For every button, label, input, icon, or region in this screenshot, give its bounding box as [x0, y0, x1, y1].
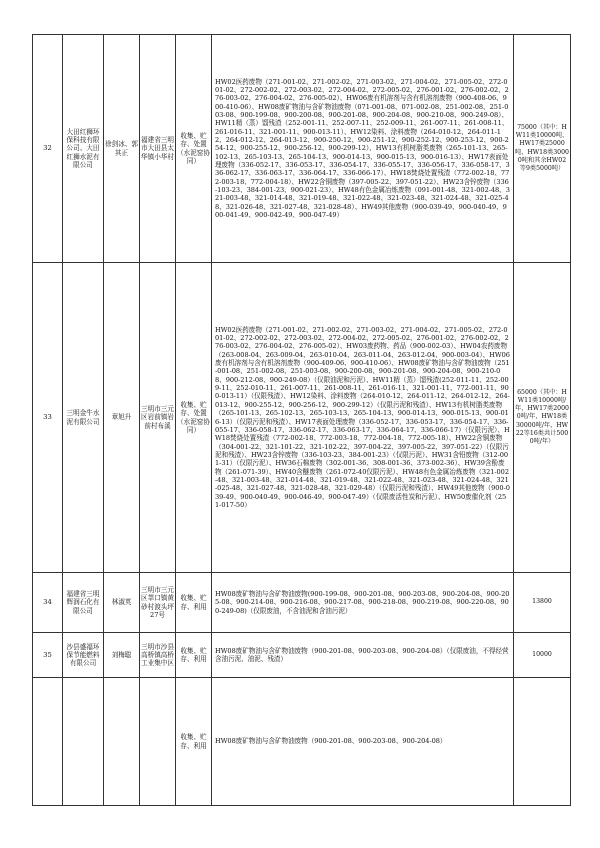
facility-address: 三明市沙县高桥镇高桥工业集中区: [140, 633, 176, 678]
company-name: 三明金牛水泥有限公司: [63, 263, 104, 573]
waste-codes: HW08废矿物油与含矿物油废物(900-199-08、900-201-08、900-203-08、900-204-08、900-205-08、900-214-08、900-216-08、900-217-08、900-218-08、900-219-08、900-220-08、900-249-08)（仅限废油，不含油泥和含油污泥）: [212, 573, 514, 633]
legal-person: 章旭升: [104, 263, 140, 573]
facility-address: [140, 678, 176, 806]
table-row: [33, 573, 571, 633]
waste-codes: HW02医药废物（271-001-02、271-002-02、271-003-02、271-004-02、271-005-02、272-001-02、272-002-02、272-003-02、272-004-02、272-005-02、276-001-02、276-002-02、276-003-02、276-004-02、276-005-02）、HW06废有机溶剂与含有机溶剂废物（900-408-06、900-410-06）、HW08废矿物油与含矿物油废物（071-001-08、071-002-08、251-002-08、251-003-08、900-199-08、900-200-08、900-201-08、900-204-08、900-210-08、900-249-08）、HW11精（蒸）馏残渣（252-001-11、252-007-11、252-009-11、261-007-11、261-008-11、261-016-11、321-001-11、900-013-11）、HW12染料、涂料废物（264-010-12、264-011-12、264-012-12、264-013-12、900-250-12、900-251-12、900-252-12、900-253-12、900-254-12、900-255-12、900-256-12、900-299-12）、HW13有机树脂类废物（265-101-13、265-102-13、265-103-13、265-104-13、900-014-13、900-015-13、900-016-13）、HW17表面处理废物（336-052-17、336-053-17、336-054-17、336-055-17、336-056-17、336-058-17、336-062-17、336-063-17、336-064-17、336-066-17）、HW18焚烧处置残渣（772-002-18、772-003-18、772-004-18）、HW22含铜废物（397-005-22、397-051-22）、HW23含锌废物（336-103-23、384-001-23、900-021-23）、HW48有色金属冶炼废物（091-001-48、321-002-48、321-003-48、321-014-48、321-019-48、321-022-48、321-023-48、321-024-48、321-025-48、321-026-48、321-027-48、321-028-48）、HW49其他废物（900-039-49、900-040-49、900-041-49、900-042-49、900-047-49）: [212, 35, 514, 263]
table-row: [33, 678, 571, 806]
operation-mode: 收集、贮存、利用: [176, 633, 212, 678]
table-row: [33, 633, 571, 678]
row-number: 33: [33, 263, 63, 573]
row-number: 35: [33, 633, 63, 678]
facility-address: 三明市三元区莘口镇黄砂村渡头坪27号: [140, 573, 176, 633]
company-name: 福建省三明辉润石化有限公司: [63, 573, 104, 633]
annual-capacity: 75000（其中：HW11类10000吨、HW17类25000吨、HW18类30000吨和其余HW02等9类5000吨）: [514, 35, 571, 263]
legal-person: 刘梅聪: [104, 633, 140, 678]
waste-codes: HW02医药废物（271-001-02、271-002-02、271-003-02、271-004-02、271-005-02、272-001-02、272-002-02、272-003-02、272-004-02、272-005-02、276-001-02、276-002-02、276-003-02、276-004-02、276-005-02）、HW03废药物、药品（900-002-03）、HW04农药废物（263-008-04、263-009-04、263-010-04、263-011-04、263-012-04、900-003-04）、HW06废有机溶剂与含有机溶剂废物（900-409-06、900-410-06）、HW08废矿物油与含矿物油废物（251-001-08、251-002-08、251-003-08、900-200-08、900-201-08、900-204-08、900-210-08、900-212-08、900-249-08）（仅限油泥和污泥）、HW11精（蒸）馏残渣(252-011-11、252-009-11、252-010-11、261-007-11、261-008-11、261-016-11、321-001-11、772-001-11、900-013-11）（仅限残渣）、HW12染料、涂料废物（264-010-12、264-011-12、264-012-12、264-013-12、900-255-12、900-256-12、900-299-12）（仅限污泥和残渣）、HW13有机树脂类废物（265-101-13、265-102-13、265-103-13、265-104-13、900-014-13、900-015-13、900-016-13）（仅限污泥和残渣）、HW17表面处理废物（336-052-17、336-053-17、336-054-17、336-055-17、336-058-17、336-062-17、336-063-17、336-064-17、336-066-17）（仅限污泥）、HW18焚烧处置残渣（772-002-18、772-003-18、772-004-18、772-005-18）、HW22含铜废物（304-001-22、321-101-22、321-102-22、397-004-22、397-005-22、397-051-22）（仅限污泥和残渣）、HW23含锌废物（336-103-23、384-001-23）（仅限污泥）、HW31含铅废物（312-001-31）（仅限污泥）、HW36石棉废物（302-001-36、308-001-36、373-002-36）、HW39含酚废物（261-071-39）、HW40含醚废物（261-072-40仅限污泥）、HW48有色金属冶炼废物（321-002-48、321-003-48、321-014-48、321-019-48、321-022-48、321-023-48、321-024-48、321-025-48、321-027-48、321-028-48、321-029-48）（仅限污泥和残渣）、HW49其他废物（900-039-49、900-040-49、900-046-49、900-047-49）（仅限废活性炭和污泥）、HW50废催化剂（251-017-50）: [212, 263, 514, 573]
operation-mode: 收集、贮存、利用: [176, 573, 212, 633]
annual-capacity: 10000: [514, 633, 571, 678]
waste-codes: HW08废矿物油与含矿物油废物（900-201-08、900-203-08、900-204-08）（仅限废油，不得经营含油污泥、油泥、残渣）: [212, 633, 514, 678]
table-row: [33, 35, 571, 263]
row-number: 32: [33, 35, 63, 263]
legal-person: 林淑英: [104, 573, 140, 633]
company-name: 大田红狮环保科技有限公司、大田红狮水泥有限公司: [63, 35, 104, 263]
waste-codes: HW08废矿物油与含矿物油废物（900-201-08、900-203-08、900-204-08）: [212, 678, 514, 806]
hazardous-waste-license-table: [32, 34, 571, 806]
annual-capacity: 65000（其中：HW11类10000吨/年，HW17类20000吨/年，HW18类30000吨/年，HW22等16类共计5000吨/年）: [514, 263, 571, 573]
operation-mode: 收集、贮存、利用: [176, 678, 212, 806]
operation-mode: 收集、贮存、处置（水泥窑协同）: [176, 263, 212, 573]
annual-capacity: 13800: [514, 573, 571, 633]
legal-person: 徐剑冰、郭其正: [104, 35, 140, 263]
row-number: 34: [33, 573, 63, 633]
operation-mode: 收集、贮存、处置（水泥窑协同）: [176, 35, 212, 263]
annual-capacity: [514, 678, 571, 806]
facility-address: 福建省三明市大田县太华镇小华村: [140, 35, 176, 263]
facility-address: 三明市三元区岩前镇岩前村布溪: [140, 263, 176, 573]
row-number: [33, 678, 63, 806]
table-row: [33, 263, 571, 573]
legal-person: [104, 678, 140, 806]
company-name: [63, 678, 104, 806]
company-name: 沙县盛福环保节能燃料有限公司: [63, 633, 104, 678]
